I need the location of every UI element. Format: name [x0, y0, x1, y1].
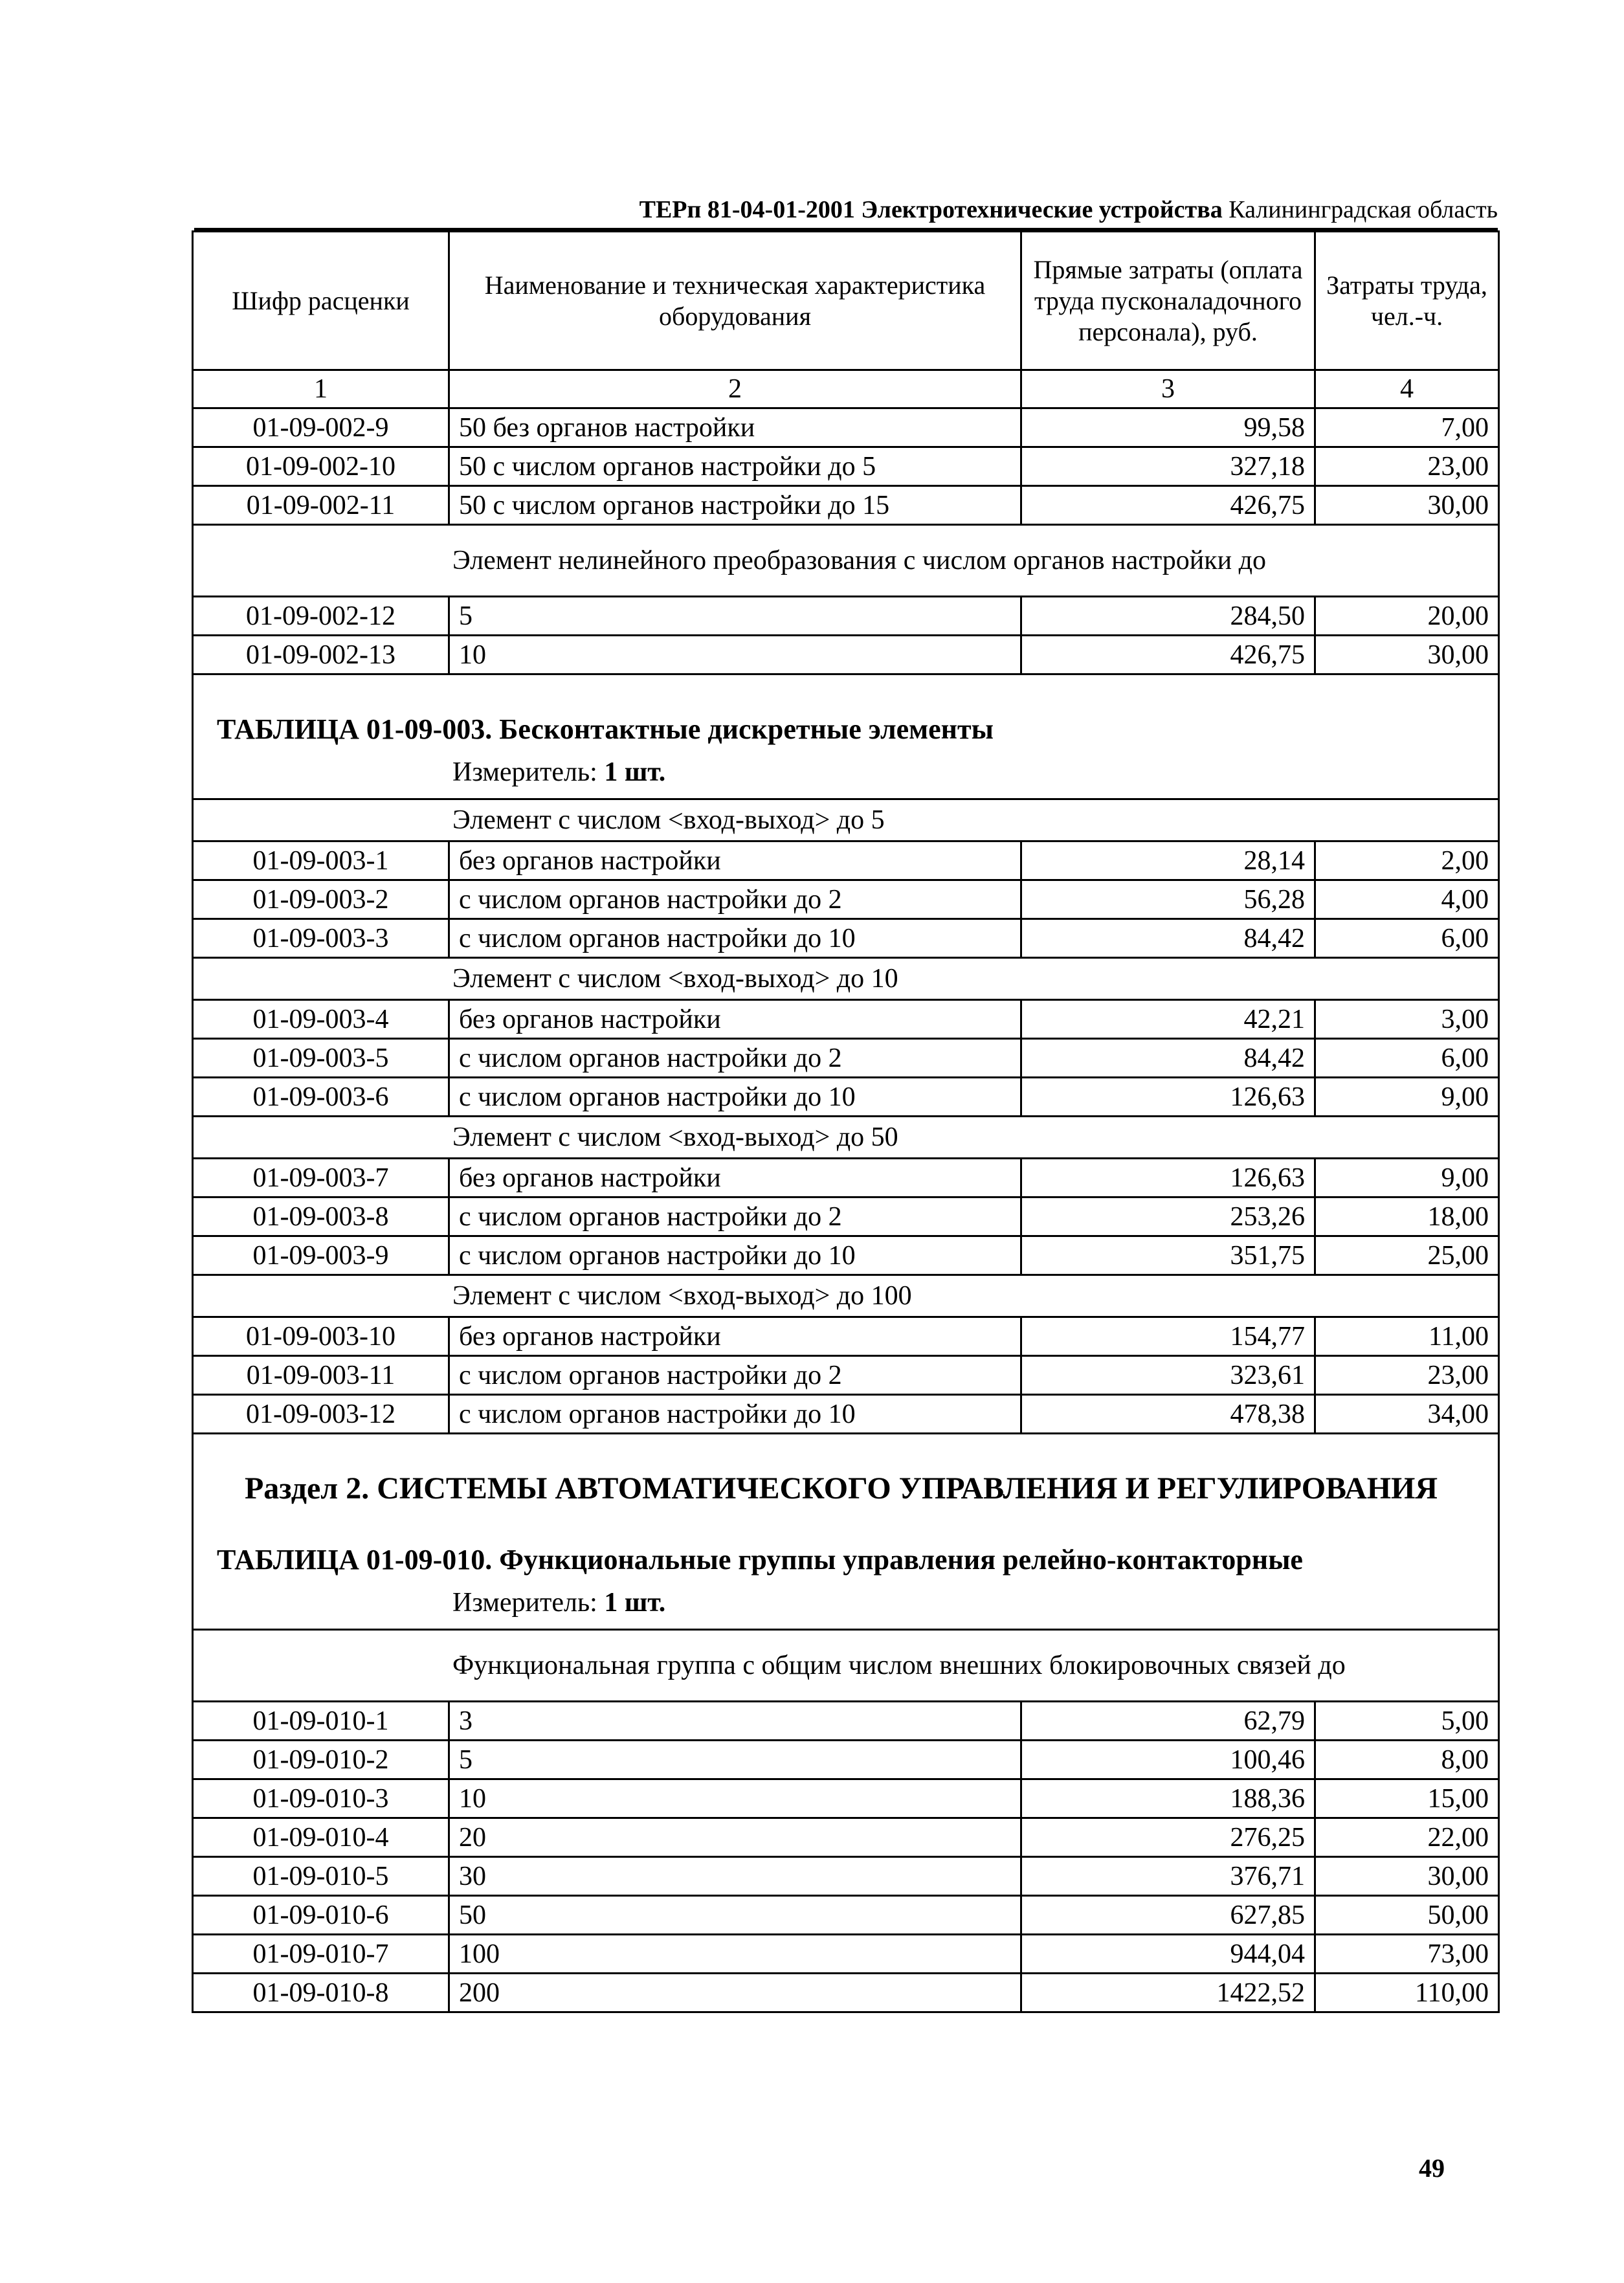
col-header-name: Наименование и техническая характеристика оборудования: [449, 232, 1021, 370]
labor-hours: 5,00: [1315, 1702, 1499, 1741]
direct-cost: 84,42: [1021, 1039, 1315, 1078]
table-row: [193, 1395, 1499, 1434]
labor-hours: 20,00: [1315, 597, 1499, 636]
table-row: [193, 597, 1499, 636]
table-title: ТАБЛИЦА 01-09-010. Функциональные группы управления релейно-контакторные: [193, 1506, 1499, 1577]
table-row: [193, 1741, 1499, 1779]
group-row: [193, 525, 1499, 597]
labor-hours: 110,00: [1315, 1974, 1499, 2012]
group-label: Элемент с числом <вход-выход> до 100: [193, 1275, 1499, 1317]
direct-cost: 627,85: [1021, 1896, 1315, 1935]
table-title-row: [193, 1506, 1499, 1577]
table-row: [193, 1078, 1499, 1117]
rate-name: с числом органов настройки до 2: [449, 1197, 1021, 1236]
table-row: [193, 1935, 1499, 1974]
rate-name: без органов настройки: [449, 1000, 1021, 1039]
labor-hours: 23,00: [1315, 1356, 1499, 1395]
column-headers: [193, 232, 1499, 370]
labor-hours: 23,00: [1315, 447, 1499, 486]
table-row: [193, 408, 1499, 447]
group-label: Элемент с числом <вход-выход> до 50: [193, 1117, 1499, 1159]
col-header-cost: Прямые затраты (оплата труда пусконаладочного персонала), руб.: [1021, 232, 1315, 370]
rate-name: 100: [449, 1935, 1021, 1974]
table-title: Раздел 2. СИСТЕМЫ АВТОМАТИЧЕСКОГО УПРАВЛЕНИЯ И РЕГУЛИРОВАНИЯ: [193, 1434, 1499, 1506]
group-row: [193, 1275, 1499, 1317]
direct-cost: 327,18: [1021, 447, 1315, 486]
labor-hours: 2,00: [1315, 841, 1499, 880]
measure-row: [193, 1577, 1499, 1630]
labor-hours: 9,00: [1315, 1078, 1499, 1117]
rate-code: 01-09-002-10: [193, 447, 449, 486]
col-number: 4: [1315, 370, 1499, 408]
table-row: [193, 1702, 1499, 1741]
rate-code: 01-09-003-9: [193, 1236, 449, 1275]
direct-cost: 126,63: [1021, 1078, 1315, 1117]
labor-hours: 3,00: [1315, 1000, 1499, 1039]
labor-hours: 34,00: [1315, 1395, 1499, 1434]
table-row: [193, 1317, 1499, 1356]
rate-name: с числом органов настройки до 10: [449, 1236, 1021, 1275]
labor-hours: 30,00: [1315, 486, 1499, 525]
rate-name: 5: [449, 597, 1021, 636]
table-row: [193, 919, 1499, 958]
table-row: [193, 1236, 1499, 1275]
rate-name: 50 без органов настройки: [449, 408, 1021, 447]
rate-name: 200: [449, 1974, 1021, 2012]
col-header-code: Шифр расценки: [193, 232, 449, 370]
table-row: [193, 1779, 1499, 1818]
rate-name: с числом органов настройки до 10: [449, 1078, 1021, 1117]
labor-hours: 50,00: [1315, 1896, 1499, 1935]
rate-code: 01-09-010-8: [193, 1974, 449, 2012]
direct-cost: 478,38: [1021, 1395, 1315, 1434]
table-row: [193, 486, 1499, 525]
rate-code: 01-09-003-10: [193, 1317, 449, 1356]
direct-cost: 376,71: [1021, 1857, 1315, 1896]
labor-hours: 6,00: [1315, 919, 1499, 958]
labor-hours: 73,00: [1315, 1935, 1499, 1974]
table-row: [193, 1896, 1499, 1935]
rate-code: 01-09-002-12: [193, 597, 449, 636]
rate-name: с числом органов настройки до 2: [449, 1039, 1021, 1078]
measure-label: Измеритель:: [452, 1588, 597, 1618]
measure-value: 1 шт.: [604, 757, 666, 787]
labor-hours: 30,00: [1315, 1857, 1499, 1896]
rate-name: без органов настройки: [449, 1317, 1021, 1356]
rate-name: с числом органов настройки до 10: [449, 919, 1021, 958]
rate-code: 01-09-003-6: [193, 1078, 449, 1117]
rate-code: 01-09-003-8: [193, 1197, 449, 1236]
rate-code: 01-09-010-1: [193, 1702, 449, 1741]
direct-cost: 42,21: [1021, 1000, 1315, 1039]
group-label: Элемент нелинейного преобразования с числом органов настройки до: [193, 525, 1499, 597]
rate-name: без органов настройки: [449, 841, 1021, 880]
rate-name: с числом органов настройки до 10: [449, 1395, 1021, 1434]
column-numbers: [193, 370, 1499, 408]
rates-table: [192, 230, 1500, 2013]
labor-hours: 15,00: [1315, 1779, 1499, 1818]
rate-name: 20: [449, 1818, 1021, 1857]
labor-hours: 18,00: [1315, 1197, 1499, 1236]
rate-code: 01-09-010-3: [193, 1779, 449, 1818]
table-row: [193, 1857, 1499, 1896]
direct-cost: 56,28: [1021, 880, 1315, 919]
group-row: [193, 799, 1499, 841]
labor-hours: 25,00: [1315, 1236, 1499, 1275]
table-row: [193, 636, 1499, 674]
table-row: [193, 1356, 1499, 1395]
direct-cost: 351,75: [1021, 1236, 1315, 1275]
page-number: 49: [1419, 2154, 1445, 2183]
labor-hours: 11,00: [1315, 1317, 1499, 1356]
rate-code: 01-09-003-4: [193, 1000, 449, 1039]
measure-value: 1 шт.: [604, 1588, 666, 1618]
direct-cost: 276,25: [1021, 1818, 1315, 1857]
rate-code: 01-09-010-7: [193, 1935, 449, 1974]
direct-cost: 426,75: [1021, 636, 1315, 674]
group-label: Элемент с числом <вход-выход> до 5: [193, 799, 1499, 841]
labor-hours: 6,00: [1315, 1039, 1499, 1078]
table-title: ТАБЛИЦА 01-09-003. Бесконтактные дискретные элементы: [193, 674, 1499, 747]
rate-code: 01-09-010-5: [193, 1857, 449, 1896]
group-label: Функциональная группа с общим числом внешних блокировочных связей до: [193, 1630, 1499, 1702]
direct-cost: 28,14: [1021, 841, 1315, 880]
rate-code: 01-09-002-9: [193, 408, 449, 447]
rate-code: 01-09-003-7: [193, 1159, 449, 1197]
table-title-row: [193, 674, 1499, 747]
rate-name: 10: [449, 636, 1021, 674]
direct-cost: 188,36: [1021, 1779, 1315, 1818]
table-row: [193, 447, 1499, 486]
measure-row: [193, 746, 1499, 799]
rate-code: 01-09-010-4: [193, 1818, 449, 1857]
rate-name: 50 с числом органов настройки до 5: [449, 447, 1021, 486]
rate-name: с числом органов настройки до 2: [449, 880, 1021, 919]
rate-name: 5: [449, 1741, 1021, 1779]
direct-cost: 100,46: [1021, 1741, 1315, 1779]
labor-hours: 30,00: [1315, 636, 1499, 674]
rate-name: 10: [449, 1779, 1021, 1818]
labor-hours: 22,00: [1315, 1818, 1499, 1857]
table-row: [193, 1974, 1499, 2012]
direct-cost: 284,50: [1021, 597, 1315, 636]
table-title-row: [193, 1434, 1499, 1506]
rate-code: 01-09-010-6: [193, 1896, 449, 1935]
measure: [193, 1577, 1499, 1630]
measure-label: Измеритель:: [452, 757, 597, 787]
table-row: [193, 1000, 1499, 1039]
table-row: [193, 841, 1499, 880]
table-row: [193, 880, 1499, 919]
labor-hours: 8,00: [1315, 1741, 1499, 1779]
direct-cost: 253,26: [1021, 1197, 1315, 1236]
rate-name: 50 с числом органов настройки до 15: [449, 486, 1021, 525]
rate-code: 01-09-002-13: [193, 636, 449, 674]
rate-name: 50: [449, 1896, 1021, 1935]
direct-cost: 99,58: [1021, 408, 1315, 447]
header-document-title: ТЕРп 81-04-01-2001 Электротехнические устройства: [639, 196, 1223, 223]
table-row: [193, 1197, 1499, 1236]
group-row: [193, 958, 1499, 1000]
rate-code: 01-09-003-5: [193, 1039, 449, 1078]
group-row: [193, 1117, 1499, 1159]
col-number: 3: [1021, 370, 1315, 408]
rate-name: с числом органов настройки до 2: [449, 1356, 1021, 1395]
labor-hours: 7,00: [1315, 408, 1499, 447]
direct-cost: 84,42: [1021, 919, 1315, 958]
direct-cost: 944,04: [1021, 1935, 1315, 1974]
measure: [193, 746, 1499, 799]
rate-code: 01-09-002-11: [193, 486, 449, 525]
direct-cost: 126,63: [1021, 1159, 1315, 1197]
col-number: 2: [449, 370, 1021, 408]
table-row: [193, 1039, 1499, 1078]
direct-cost: 62,79: [1021, 1702, 1315, 1741]
direct-cost: 154,77: [1021, 1317, 1315, 1356]
rate-code: 01-09-003-2: [193, 880, 449, 919]
rate-name: 30: [449, 1857, 1021, 1896]
col-header-labor: Затраты труда, чел.-ч.: [1315, 232, 1499, 370]
running-header: [194, 194, 1498, 230]
rate-code: 01-09-003-1: [193, 841, 449, 880]
direct-cost: 426,75: [1021, 486, 1315, 525]
direct-cost: 323,61: [1021, 1356, 1315, 1395]
labor-hours: 4,00: [1315, 880, 1499, 919]
col-number: 1: [193, 370, 449, 408]
rate-code: 01-09-010-2: [193, 1741, 449, 1779]
group-label: Элемент с числом <вход-выход> до 10: [193, 958, 1499, 1000]
group-row: [193, 1630, 1499, 1702]
rate-name: 3: [449, 1702, 1021, 1741]
direct-cost: 1422,52: [1021, 1974, 1315, 2012]
labor-hours: 9,00: [1315, 1159, 1499, 1197]
rate-name: без органов настройки: [449, 1159, 1021, 1197]
table-row: [193, 1159, 1499, 1197]
table-row: [193, 1818, 1499, 1857]
rate-code: 01-09-003-12: [193, 1395, 449, 1434]
rate-code: 01-09-003-3: [193, 919, 449, 958]
rate-code: 01-09-003-11: [193, 1356, 449, 1395]
header-region: Калининградская область: [1229, 196, 1498, 223]
